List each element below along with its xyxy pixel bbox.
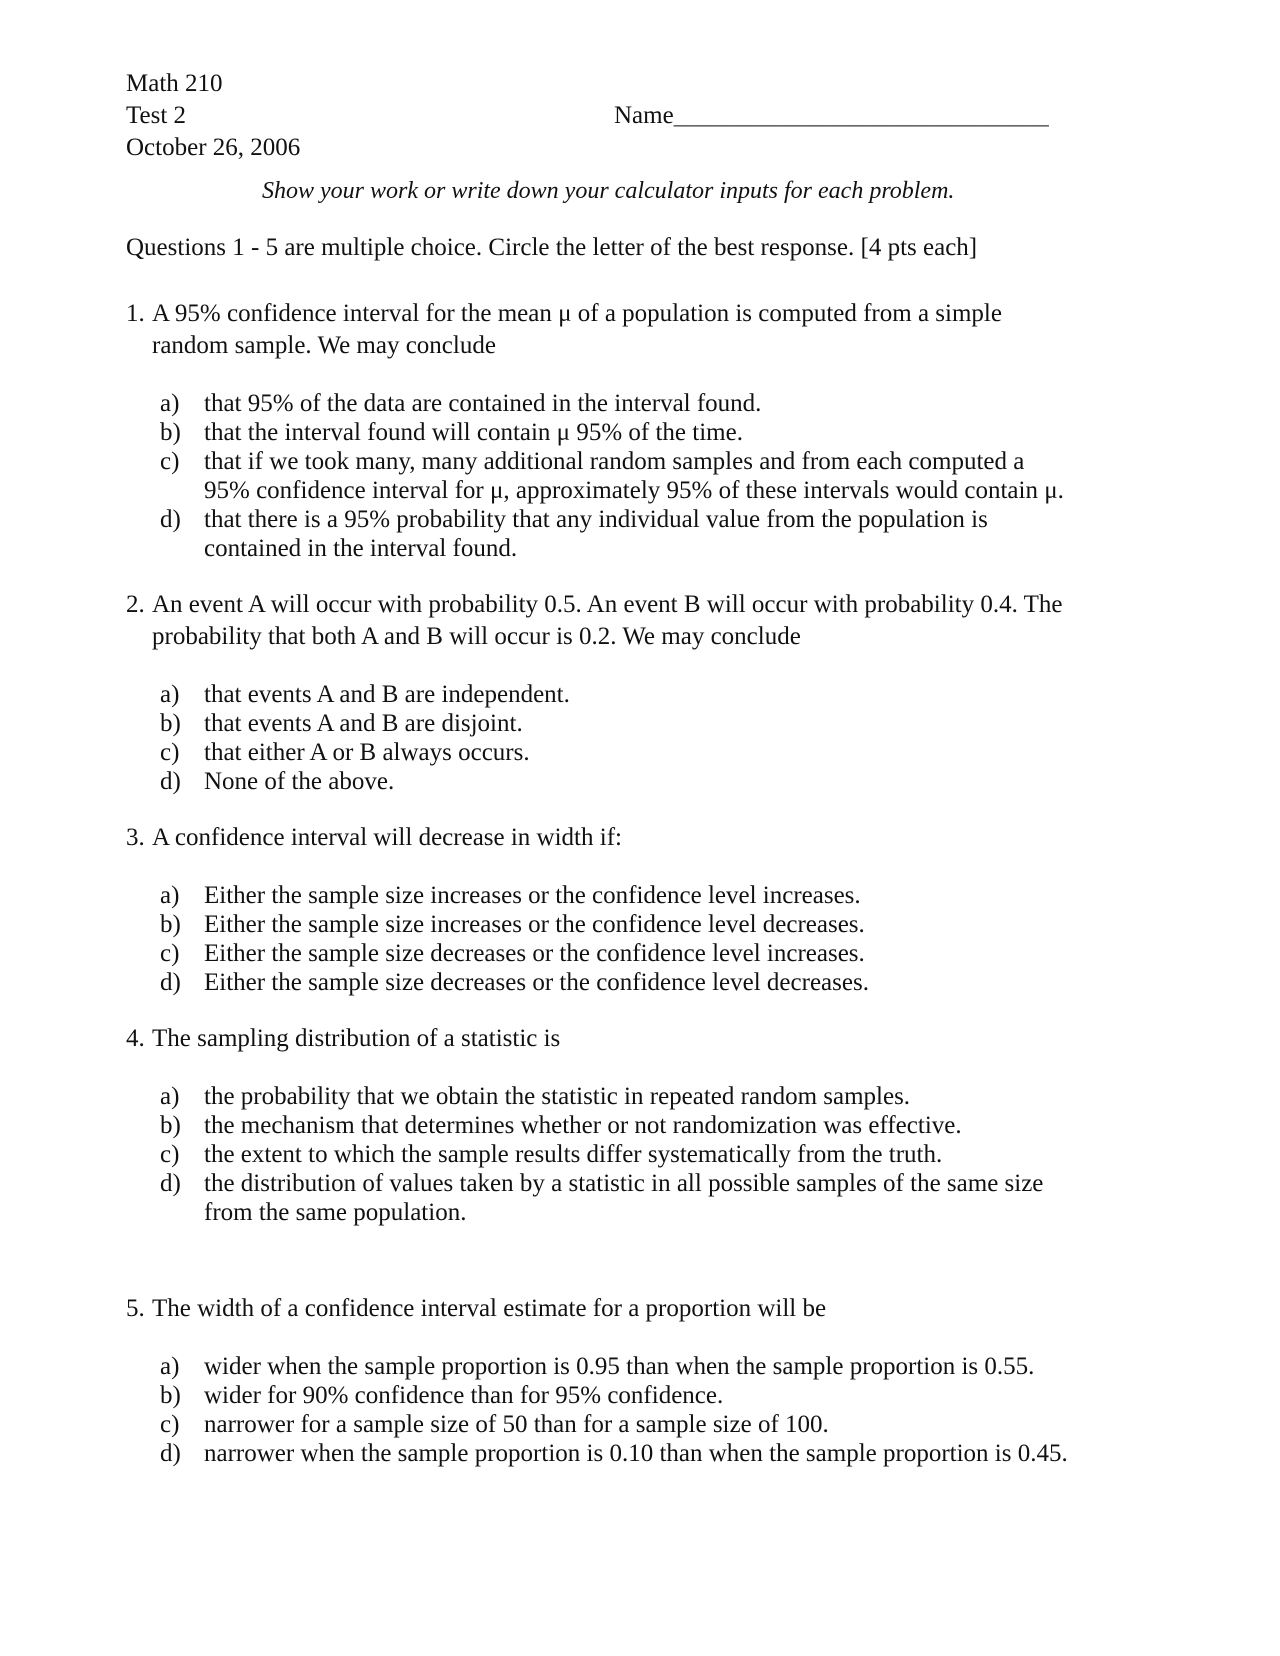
option-letter[interactable]: d) bbox=[160, 1440, 181, 1467]
question-number: 5. bbox=[126, 1295, 145, 1322]
option-text: the probability that we obtain the statistic in repeated random samples. bbox=[204, 1083, 911, 1110]
option-text: Either the sample size decreases or the confidence level increases. bbox=[204, 940, 865, 967]
answer-options bbox=[160, 881, 1076, 997]
option-letter[interactable]: b) bbox=[160, 710, 181, 737]
option-letter[interactable]: c) bbox=[160, 448, 180, 475]
option-letter[interactable]: b) bbox=[160, 1382, 181, 1409]
option-text: that there is a 95% probability that any individual value from the population is contained in the interval found. bbox=[204, 506, 988, 562]
answer-option[interactable] bbox=[160, 968, 1076, 997]
answer-option[interactable] bbox=[160, 709, 1076, 738]
option-text: the mechanism that determines whether or not randomization was effective. bbox=[204, 1112, 962, 1139]
question-2 bbox=[126, 589, 1076, 796]
header-course-row bbox=[126, 68, 1126, 100]
option-letter[interactable]: c) bbox=[160, 739, 180, 766]
name-field-group bbox=[614, 100, 1049, 132]
option-text: that events A and B are disjoint. bbox=[204, 710, 523, 737]
exam-date: October 26, 2006 bbox=[126, 134, 301, 161]
work-instruction: Show your work or write down your calculator inputs for each problem. bbox=[262, 178, 955, 204]
answer-option[interactable] bbox=[160, 1169, 1076, 1227]
option-letter[interactable]: c) bbox=[160, 1411, 180, 1438]
answer-option[interactable] bbox=[160, 1410, 1076, 1439]
question-1 bbox=[126, 298, 1076, 563]
option-letter[interactable]: c) bbox=[160, 940, 180, 967]
answer-option[interactable] bbox=[160, 505, 1076, 563]
answer-option[interactable] bbox=[160, 1352, 1076, 1381]
question-stem bbox=[126, 822, 1076, 854]
question-text: An event A will occur with probability 0.5. An event B will occur with probability 0.4. The probability that both A and B will occur is 0.2. We may conclude bbox=[152, 591, 1063, 650]
course-title: Math 210 bbox=[126, 70, 223, 97]
option-text: wider when the sample proportion is 0.95 than when the sample proportion is 0.55. bbox=[204, 1353, 1035, 1380]
question-text: A 95% confidence interval for the mean μ of a population is computed from a simple random sample. We may conclude bbox=[152, 300, 1002, 359]
option-letter[interactable]: b) bbox=[160, 911, 181, 938]
question-number: 1. bbox=[126, 300, 145, 327]
answer-option[interactable] bbox=[160, 1439, 1076, 1468]
option-text: that either A or B always occurs. bbox=[204, 739, 530, 766]
header-date-row bbox=[126, 132, 1126, 164]
question-text: The sampling distribution of a statistic is bbox=[152, 1025, 561, 1052]
answer-option[interactable] bbox=[160, 939, 1076, 968]
test-title: Test 2 bbox=[126, 102, 187, 129]
answer-option[interactable] bbox=[160, 738, 1076, 767]
question-text: A confidence interval will decrease in width if: bbox=[152, 824, 622, 851]
option-text: that the interval found will contain μ 95% of the time. bbox=[204, 419, 743, 446]
option-letter[interactable]: c) bbox=[160, 1141, 180, 1168]
option-letter[interactable]: d) bbox=[160, 1170, 181, 1197]
exam-header bbox=[126, 68, 1126, 164]
option-letter[interactable]: b) bbox=[160, 419, 181, 446]
option-text: Either the sample size increases or the confidence level increases. bbox=[204, 882, 861, 909]
option-letter[interactable]: a) bbox=[160, 390, 180, 417]
option-letter[interactable]: a) bbox=[160, 882, 180, 909]
answer-option[interactable] bbox=[160, 447, 1076, 505]
answer-option[interactable] bbox=[160, 1381, 1076, 1410]
question-stem bbox=[126, 298, 1076, 362]
option-text: that if we took many, many additional random samples and from each computed a 95% confidence interval for μ, approximately 95% of these intervals would contain μ. bbox=[204, 448, 1064, 504]
answer-option[interactable] bbox=[160, 881, 1076, 910]
question-5 bbox=[126, 1293, 1076, 1468]
questions-list bbox=[126, 298, 1076, 1494]
answer-option[interactable] bbox=[160, 1140, 1076, 1169]
question-number: 3. bbox=[126, 824, 145, 851]
name-input-line[interactable]: ______________________________ bbox=[673, 102, 1049, 129]
option-letter[interactable]: b) bbox=[160, 1112, 181, 1139]
answer-options bbox=[160, 1082, 1076, 1227]
option-text: the extent to which the sample results differ systematically from the truth. bbox=[204, 1141, 943, 1168]
option-letter[interactable]: d) bbox=[160, 506, 181, 533]
option-text: wider for 90% confidence than for 95% confidence. bbox=[204, 1382, 724, 1409]
option-text: narrower for a sample size of 50 than for a sample size of 100. bbox=[204, 1411, 829, 1438]
option-text: Either the sample size increases or the confidence level decreases. bbox=[204, 911, 865, 938]
option-letter[interactable]: d) bbox=[160, 768, 181, 795]
answer-option[interactable] bbox=[160, 910, 1076, 939]
option-text: that 95% of the data are contained in the interval found. bbox=[204, 390, 762, 417]
answer-option[interactable] bbox=[160, 680, 1076, 709]
option-letter[interactable]: a) bbox=[160, 681, 180, 708]
answer-options bbox=[160, 1352, 1076, 1468]
option-text: None of the above. bbox=[204, 768, 395, 795]
question-text: The width of a confidence interval estimate for a proportion will be bbox=[152, 1295, 827, 1322]
question-stem bbox=[126, 1293, 1076, 1325]
option-letter[interactable]: a) bbox=[160, 1353, 180, 1380]
answer-options bbox=[160, 389, 1076, 563]
option-letter[interactable]: d) bbox=[160, 969, 181, 996]
answer-option[interactable] bbox=[160, 389, 1076, 418]
answer-option[interactable] bbox=[160, 767, 1076, 796]
multiple-choice-directions: Questions 1 - 5 are multiple choice. Circle the letter of the best response. [4 pts each] bbox=[126, 234, 978, 261]
question-3 bbox=[126, 822, 1076, 997]
name-label: Name bbox=[614, 102, 674, 129]
question-4 bbox=[126, 1023, 1076, 1227]
answer-option[interactable] bbox=[160, 1111, 1076, 1140]
answer-options bbox=[160, 680, 1076, 796]
answer-option[interactable] bbox=[160, 418, 1076, 447]
question-number: 2. bbox=[126, 591, 145, 618]
option-text: the distribution of values taken by a statistic in all possible samples of the same size from the same population. bbox=[204, 1170, 1044, 1226]
question-stem bbox=[126, 589, 1076, 653]
option-text: that events A and B are independent. bbox=[204, 681, 570, 708]
option-letter[interactable]: a) bbox=[160, 1083, 180, 1110]
answer-option[interactable] bbox=[160, 1082, 1076, 1111]
question-number: 4. bbox=[126, 1025, 145, 1052]
question-stem bbox=[126, 1023, 1076, 1055]
option-text: Either the sample size decreases or the confidence level decreases. bbox=[204, 969, 869, 996]
option-text: narrower when the sample proportion is 0.10 than when the sample proportion is 0.45. bbox=[204, 1440, 1068, 1467]
